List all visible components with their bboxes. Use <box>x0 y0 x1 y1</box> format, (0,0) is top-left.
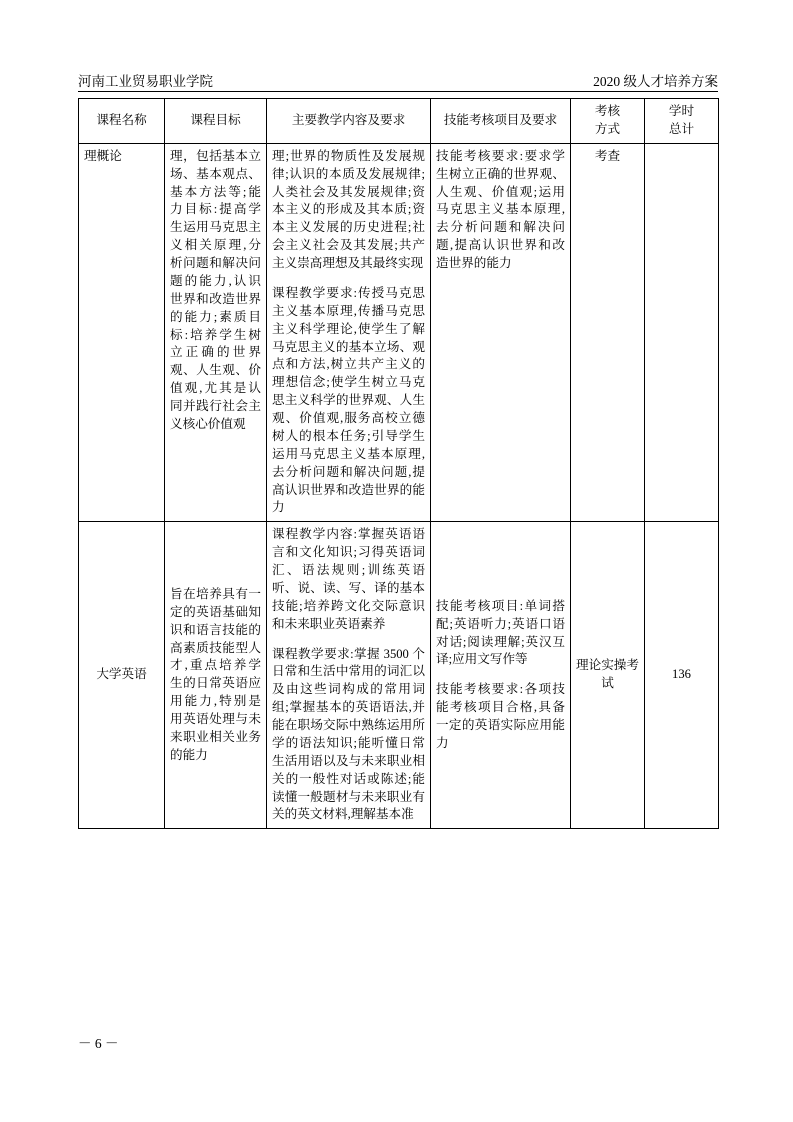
column-header-course-objective: 课程目标 <box>165 99 267 144</box>
cell-course-objective: 旨在培养具有一定的英语基础知识和语言技能的高素质技能型人才,重点培养学生的日常英语应用能力,特别是用英语处理与未来职业相关业务的能力 <box>165 522 267 829</box>
column-header-skill-assessment: 技能考核项目及要求 <box>431 99 571 144</box>
teaching-content-paragraph: 课程教学要求:传授马克思主义基本原理,传播马克思主义科学理论,使学生了解马克思主义的基本立场、观点和方法,树立共产主义的理想信念;使学生树立马克思主义科学的世界观、人生观、价值观,服务高校立德树人的根本任务;引导学生运用马克思主义基本原理,去分析问题和解决问题,提高认识世界和改造世界的能力 <box>272 285 425 515</box>
teaching-content-paragraph: 理;世界的物质性及发展规律;认识的本质及发展规律;人类社会及其发展规律;资本主义的形成及其本质;资本主义发展的历史进程;社会主义社会及其发展;共产主义崇高理想及其最终实现 <box>272 148 425 270</box>
cell-assessment-method: 理论实操考试 <box>571 522 645 829</box>
total-hours-line-1: 学时 <box>668 104 695 118</box>
assessment-method-line-2: 方式 <box>594 121 621 136</box>
skill-assessment-paragraph: 技能考核项目:单词搭配;英语听力;英语口语对话;阅读理解;英汉互译;应用文写作等 <box>436 598 565 667</box>
header-institution: 河南工业贸易职业学院 <box>78 74 213 90</box>
course-table-wrapper <box>78 98 718 829</box>
cell-total-hours <box>645 143 719 522</box>
header-document-title: 2020 级人才培养方案 <box>593 74 718 90</box>
table-row <box>79 143 719 522</box>
page-footer <box>78 1032 718 1052</box>
assessment-method-line-1: 考核 <box>594 104 621 118</box>
teaching-content-paragraph: 课程教学内容:掌握英语语言和文化知识;习得英语词汇、语法规则;训练英语听、说、读、写、译的基本技能;培养跨文化交际意识和未来职业英语素养 <box>272 527 425 631</box>
cell-assessment-method: 考查 <box>571 143 645 522</box>
cell-teaching-content <box>267 522 431 829</box>
header-divider <box>78 91 718 92</box>
teaching-content-paragraph: 课程教学要求:掌握 3500 个日常和生活中常用的词汇以及由这些词构成的常用词组;掌握基本的英语语法,并能在职场交际中熟练运用所学的语法知识;能听懂日常生活用语以及与未来职业相关的一般性对话或陈述;能读懂一般题材与未来职业有关的英文材料,理解基本准 <box>272 646 425 822</box>
cell-course-name: 理概论 <box>79 143 165 522</box>
column-header-teaching-content: 主要教学内容及要求 <box>267 99 431 144</box>
column-header-course-name: 课程名称 <box>79 99 165 144</box>
total-hours-line-2: 总计 <box>668 121 695 136</box>
table-header-row <box>79 99 719 144</box>
running-header <box>78 68 718 90</box>
cell-total-hours: 136 <box>645 522 719 829</box>
cell-skill-assessment <box>431 143 571 522</box>
cell-teaching-content <box>267 143 431 522</box>
course-table <box>78 98 719 829</box>
table-row <box>79 522 719 829</box>
column-header-total-hours <box>645 99 719 144</box>
column-header-assessment-method <box>571 99 645 144</box>
page-number: － 6 － <box>78 1036 119 1051</box>
skill-assessment-paragraph: 技能考核要求:要求学生树立正确的世界观、人生观、价值观;运用马克思主义基本原理,去分析问题和解决问题,提高认识世界和改造世界的能力 <box>436 148 565 270</box>
cell-skill-assessment <box>431 522 571 829</box>
skill-assessment-paragraph: 技能考核要求:各项技能考核项目合格,具备一定的英语实际应用能力 <box>436 682 565 750</box>
cell-course-name: 大学英语 <box>79 522 165 829</box>
cell-course-objective: 理，包括基本立场、基本观点、基本方法等;能力目标:提高学生运用马克思主义相关原理,分析问题和解决问题的能力,认识世界和改造世界的能力;素质目标:培养学生树立正确的世界观、人生观、价值观,尤其是认同并践行社会主义核心价值观 <box>165 143 267 522</box>
